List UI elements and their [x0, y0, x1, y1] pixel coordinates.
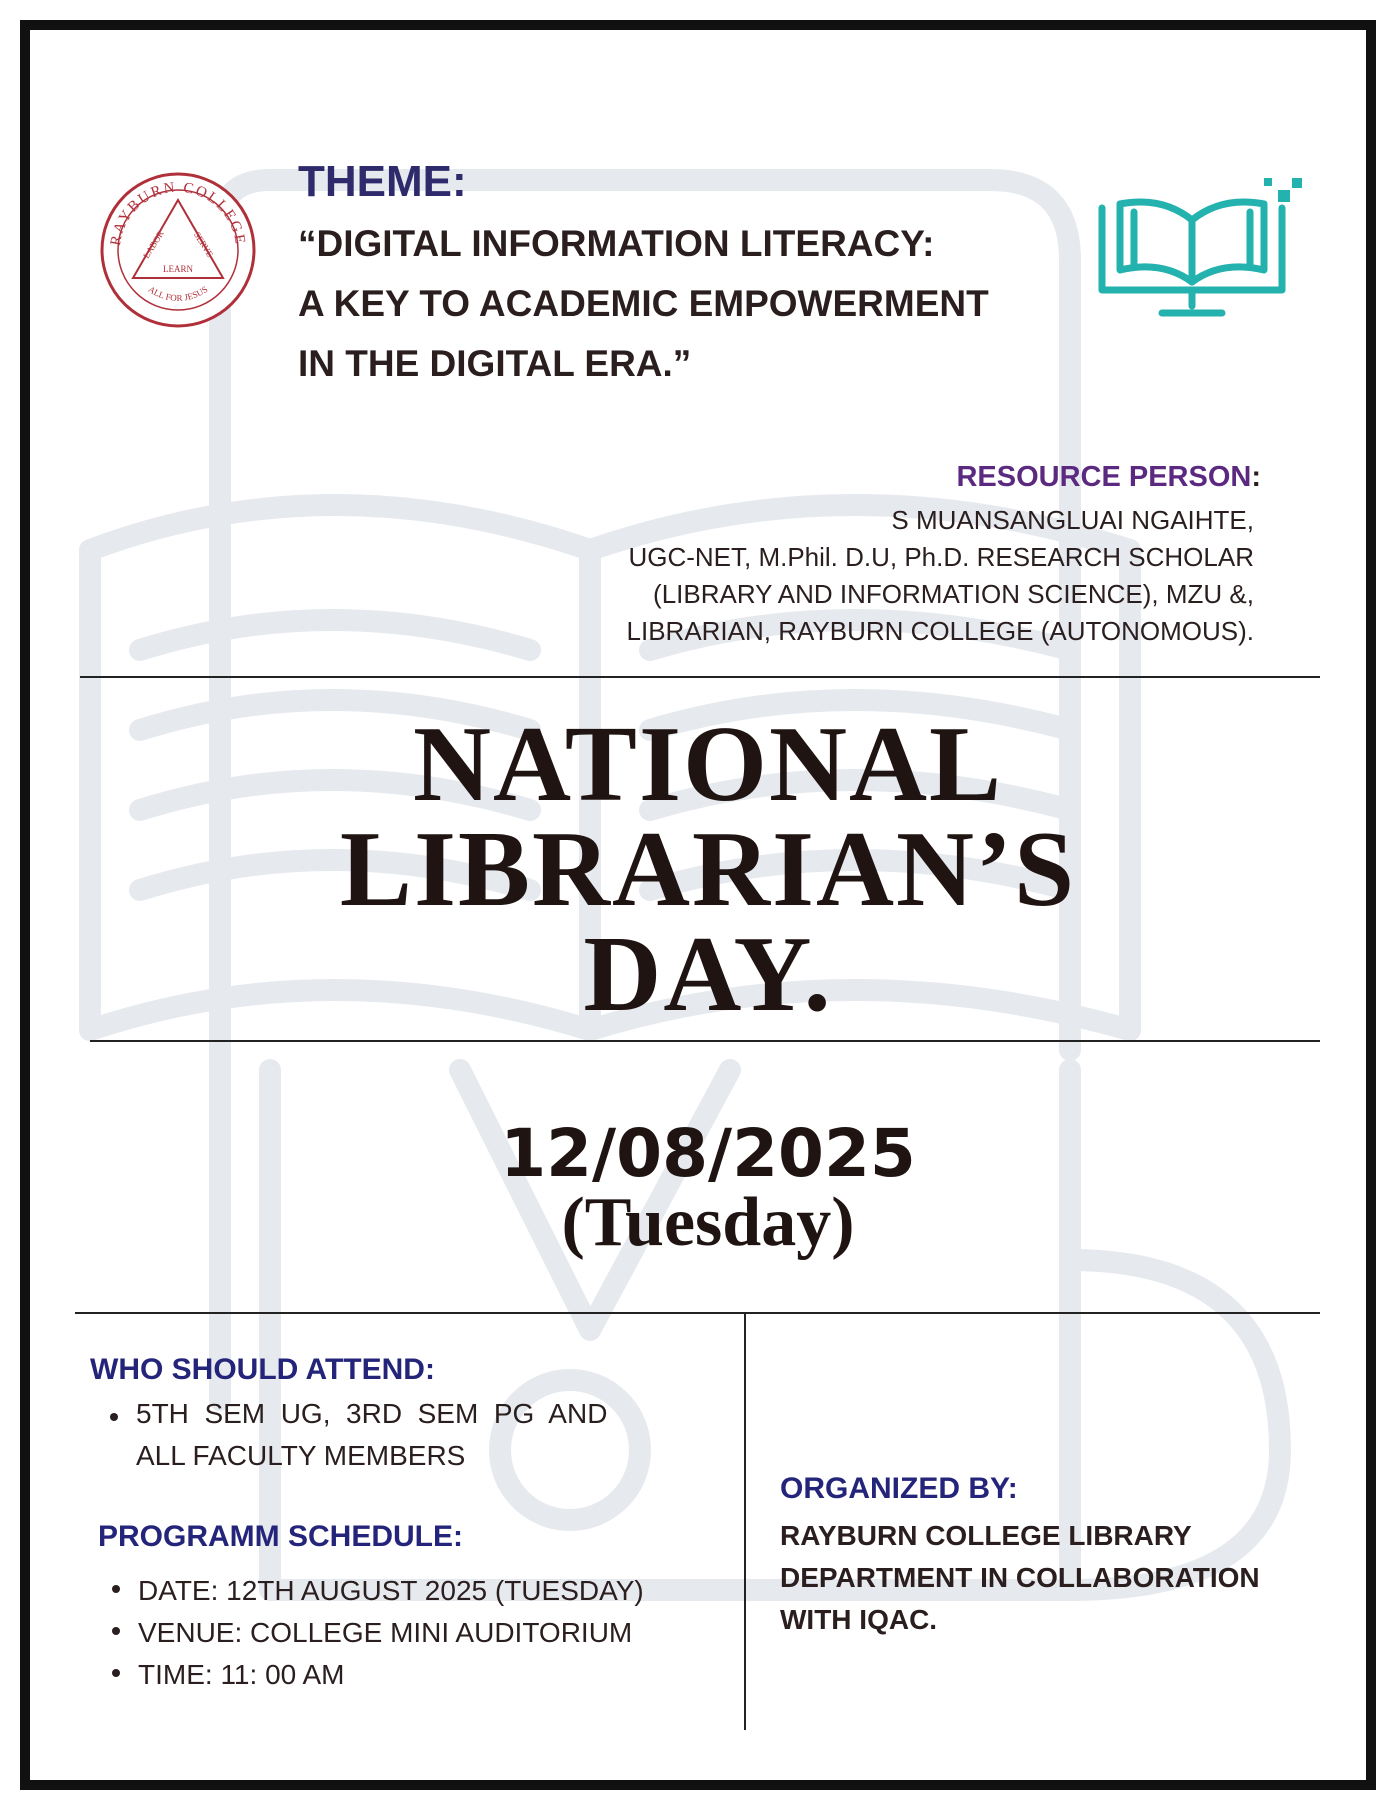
- attend-item: 5TH SEM UG, 3RD SEM PG AND: [102, 1398, 607, 1430]
- theme-line-2: A KEY TO ACADEMIC EMPOWERMENT: [298, 283, 989, 324]
- schedule-item-venue: VENUE: COLLEGE MINI AUDITORIUM: [104, 1612, 644, 1654]
- schedule-item-date: DATE: 12TH AUGUST 2025 (TUESDAY): [104, 1570, 644, 1612]
- divider-middle: [90, 1040, 1320, 1042]
- schedule-item-time: TIME: 11: 00 AM: [104, 1654, 644, 1696]
- divider-top: [80, 676, 1320, 678]
- schedule-heading: PROGRAMM SCHEDULE:: [98, 1520, 463, 1553]
- event-title-line-3: DAY.: [583, 915, 833, 1034]
- attend-list: [102, 1398, 607, 1430]
- resource-person-line-1: S MUANSANGLUAI NGAIHTE,: [891, 505, 1254, 535]
- event-date: 12/08/2025: [500, 1115, 916, 1192]
- event-title-line-2: LIBRARIAN’S: [339, 810, 1077, 929]
- resource-person-line-2: UGC-NET, M.Phil. D.U, Ph.D. RESEARCH SCHOLAR: [628, 542, 1254, 572]
- seal-word-learn: LEARN: [163, 264, 193, 274]
- college-seal-logo: [98, 170, 258, 330]
- attend-item-continued: ALL FACULTY MEMBERS: [136, 1440, 466, 1471]
- resource-person-heading: [956, 461, 1261, 494]
- event-day: (Tuesday): [561, 1184, 855, 1261]
- event-title-line-1: NATIONAL: [412, 705, 1004, 824]
- attend-heading: WHO SHOULD ATTEND:: [90, 1353, 435, 1386]
- seal-ring-top-text: RAYBURN COLLEGE: [107, 179, 248, 247]
- resource-person-line-4: LIBRARIAN, RAYBURN COLLEGE (AUTONOMOUS).: [626, 616, 1254, 646]
- poster-frame: [20, 20, 1376, 1790]
- theme-line-1: “DIGITAL INFORMATION LITERACY:: [298, 223, 935, 264]
- resource-person-heading-text: RESOURCE PERSON: [956, 461, 1252, 493]
- organizer-heading: ORGANIZED BY:: [780, 1472, 1018, 1505]
- organizer-line-2: DEPARTMENT IN COLLABORATION: [780, 1562, 1260, 1593]
- theme-heading: THEME:: [298, 157, 467, 206]
- seal-word-labor: LABOR: [141, 228, 166, 260]
- resource-person-line-3: (LIBRARY AND INFORMATION SCIENCE), MZU &,: [653, 579, 1254, 609]
- theme-line-3: IN THE DIGITAL ERA.”: [298, 343, 692, 384]
- open-book-monitor-icon: [1092, 178, 1322, 328]
- seal-word-serve: SERVE: [191, 229, 216, 259]
- column-divider: [744, 1312, 746, 1730]
- organizer-line-1: RAYBURN COLLEGE LIBRARY: [780, 1520, 1192, 1551]
- seal-ring-bottom-text: ALL FOR JESUS: [146, 284, 210, 303]
- divider-bottom: [75, 1312, 1320, 1314]
- resource-person-colon: :: [1251, 461, 1261, 493]
- schedule-list: [104, 1570, 644, 1696]
- organizer-line-3: WITH IQAC.: [780, 1604, 938, 1635]
